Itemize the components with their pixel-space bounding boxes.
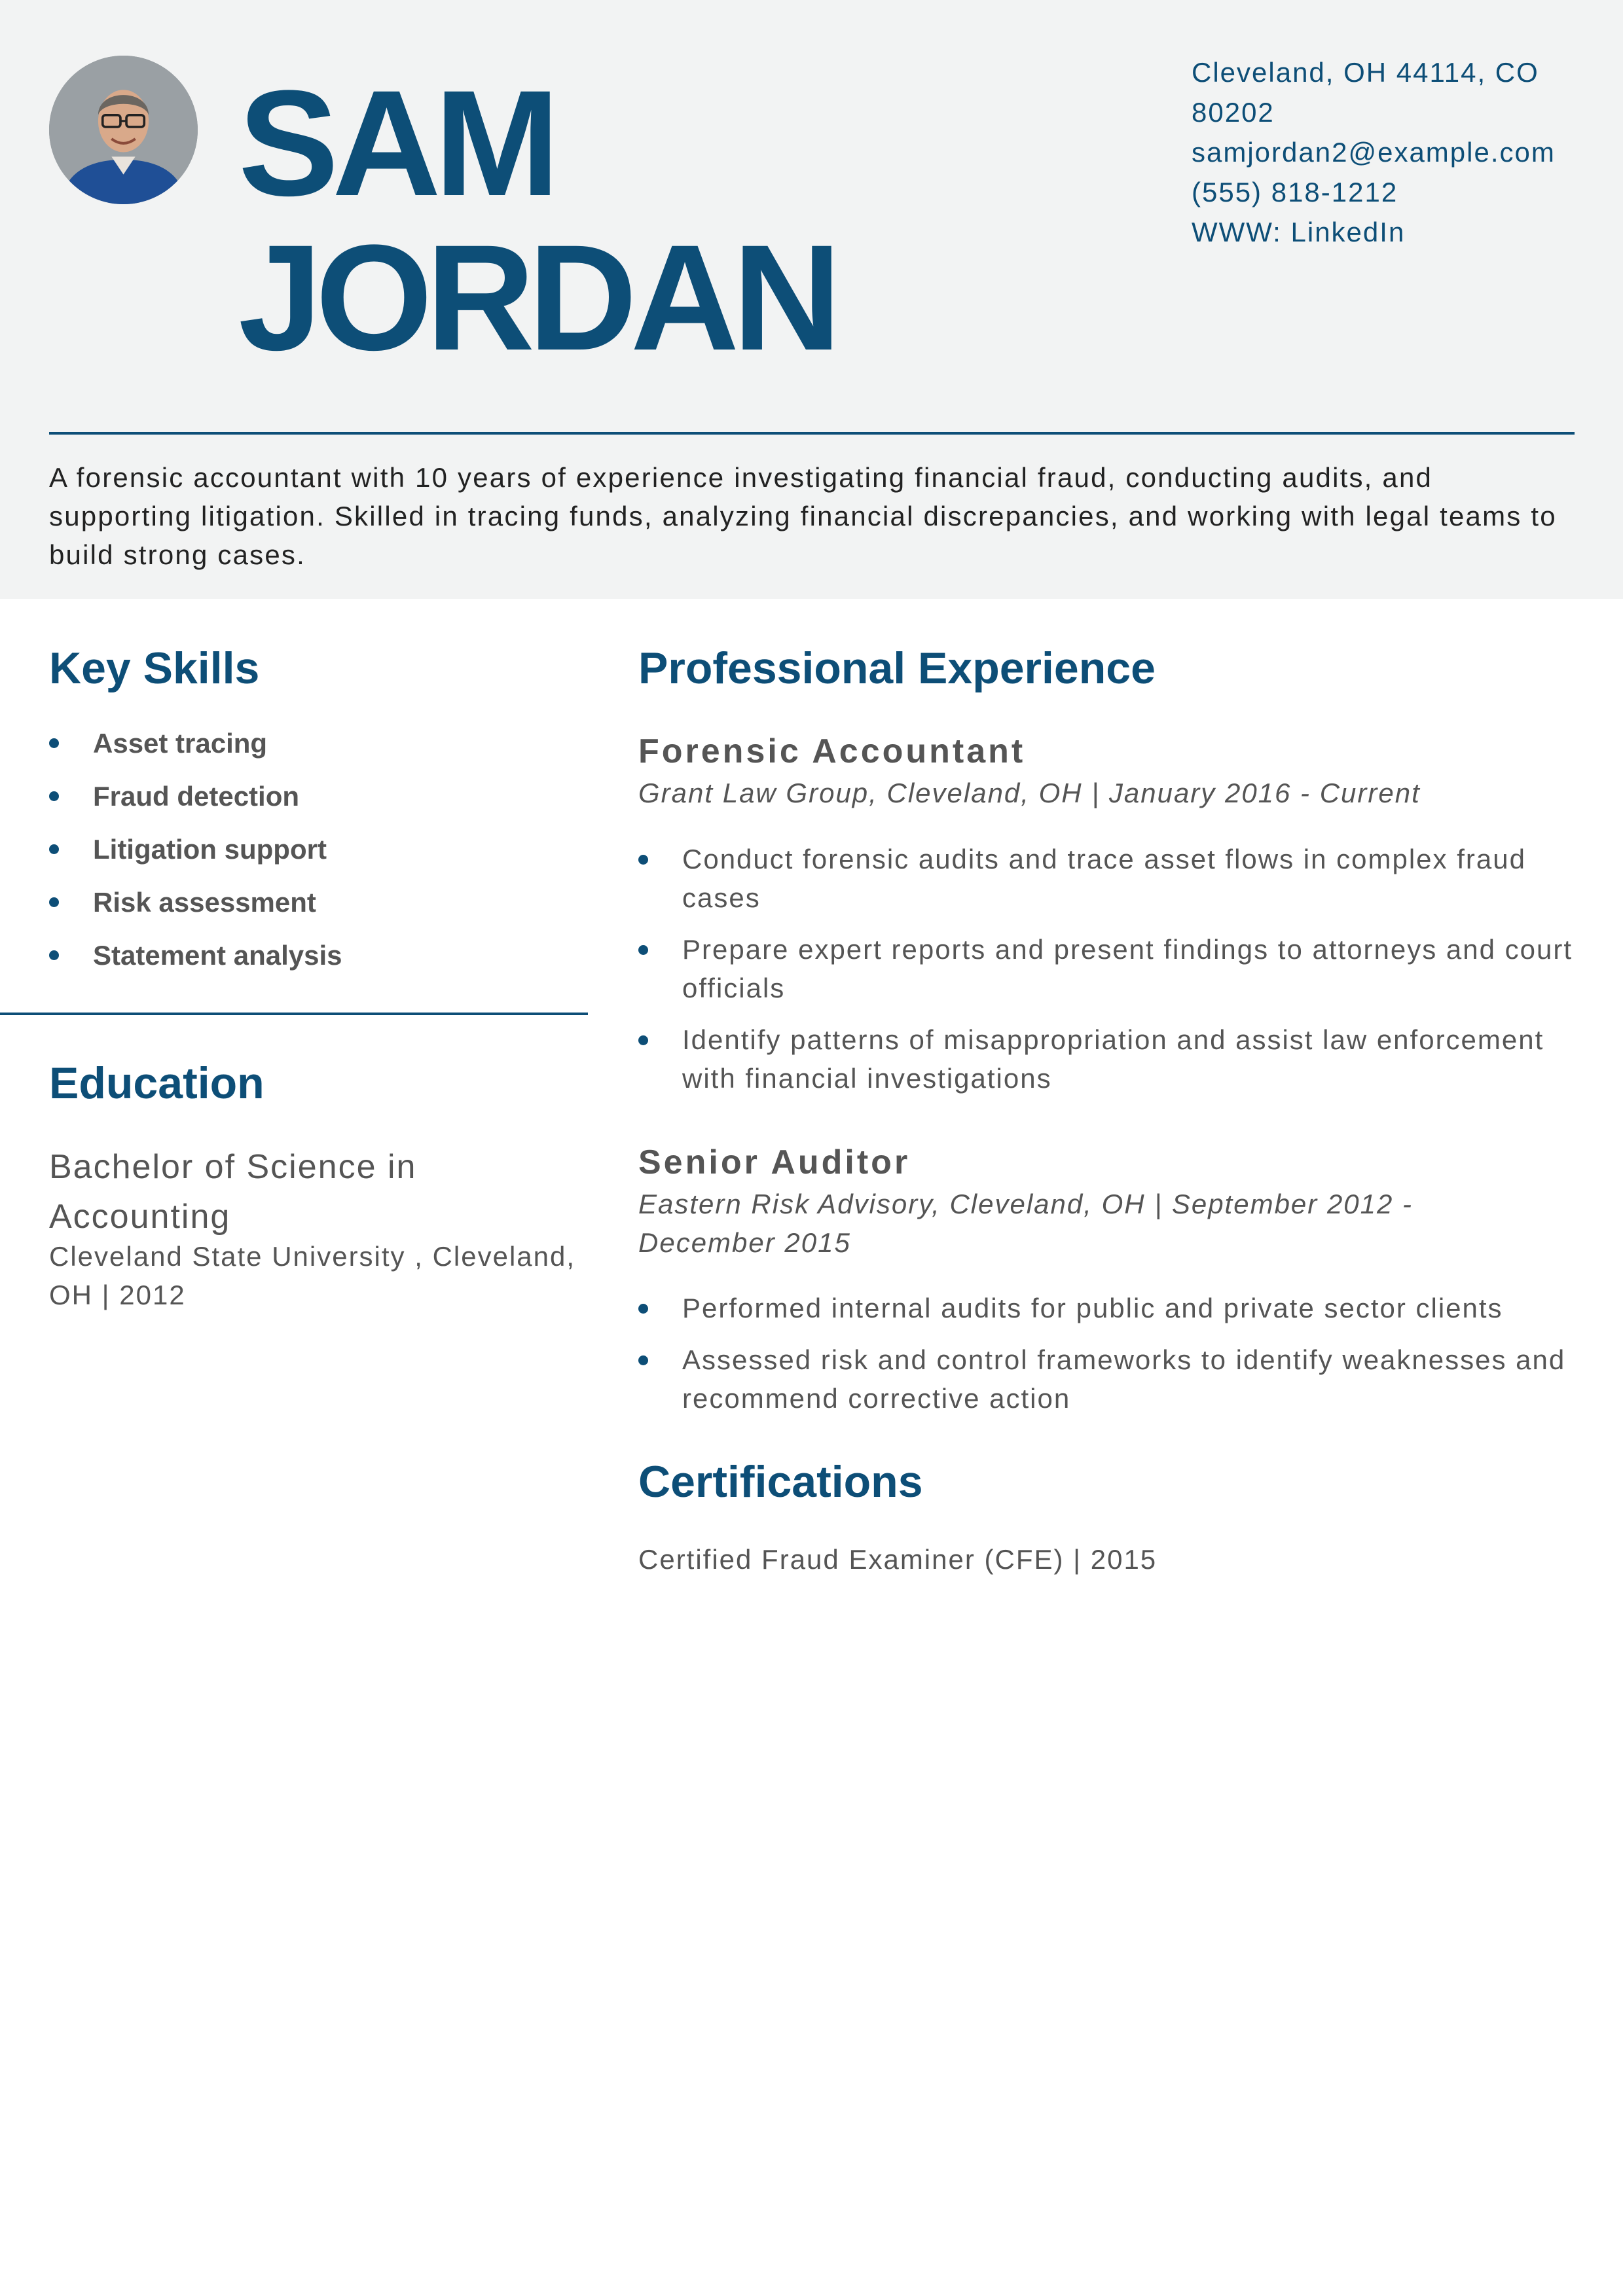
skill-label: Asset tracing: [93, 728, 268, 759]
address-line-1: Cleveland, OH 44114, CO: [1192, 57, 1539, 88]
job-title: Forensic Accountant: [638, 732, 1026, 770]
bullet-icon: [638, 1355, 648, 1365]
bullet-icon: [49, 950, 59, 960]
bullet-icon: [49, 791, 59, 801]
skill-label: Risk assessment: [93, 887, 316, 918]
contact-block: [1192, 52, 1584, 252]
bullet-icon: [49, 844, 59, 854]
first-name: SAM: [238, 59, 554, 227]
website-link[interactable]: WWW: LinkedIn: [1192, 217, 1406, 247]
skills-divider: [0, 1013, 588, 1015]
bullet-icon: [49, 738, 59, 748]
list-item: [49, 833, 342, 886]
certifications-heading: Certifications: [638, 1457, 923, 1507]
bullet-text: Conduct forensic audits and trace asset flows in complex fraud cases: [682, 844, 1526, 913]
skill-label: Fraud detection: [93, 781, 300, 812]
job-meta: Eastern Risk Advisory, Cleveland, OH | September 2012 - December 2015: [638, 1189, 1413, 1258]
phone-number: (555) 818-1212: [1192, 177, 1398, 207]
bullet-icon: [638, 945, 648, 955]
bullet-text: Performed internal audits for public and private sector clients: [682, 1293, 1503, 1323]
header-band: [0, 0, 1623, 599]
bullet-text: Assessed risk and control frameworks to identify weaknesses and recommend corrective action: [682, 1344, 1566, 1414]
job-title: Senior Auditor: [638, 1143, 911, 1181]
skills-list: [49, 726, 342, 992]
email-link[interactable]: samjordan2@example.com: [1192, 137, 1556, 168]
degree-name: Bachelor of Science in Accounting: [49, 1148, 417, 1236]
list-item: [49, 780, 342, 833]
list-item: [638, 930, 1575, 1007]
key-skills-heading: Key Skills: [49, 643, 260, 693]
profile-summary: A forensic accountant with 10 years of experience investigating financial fraud, conducting audits, and supporting litigation. Skilled in tracing funds, analyzing financial discrepancies, and working with legal teams to build strong cases.: [49, 462, 1557, 570]
list-item: [49, 726, 342, 780]
certification-item: Certified Fraud Examiner (CFE) | 2015: [638, 1544, 1158, 1575]
list-item: [638, 1340, 1575, 1418]
list-item: [49, 886, 342, 939]
profile-photo: [49, 56, 198, 204]
job-bullets: [638, 1289, 1575, 1431]
bullet-icon: [638, 1035, 648, 1045]
bullet-text: Identify patterns of misappropriation and assist law enforcement with financial investigations: [682, 1024, 1544, 1094]
list-item: [638, 1020, 1575, 1098]
job-bullets: [638, 840, 1575, 1111]
person-portrait-icon: [49, 56, 198, 204]
bullet-text: Prepare expert reports and present findings to attorneys and court officials: [682, 934, 1573, 1003]
list-item: [49, 939, 342, 992]
address-line-2: 80202: [1192, 97, 1275, 128]
school-details: Cleveland State University , Cleveland, OH | 2012: [49, 1241, 576, 1310]
bullet-icon: [638, 1304, 648, 1314]
skill-label: Litigation support: [93, 834, 327, 865]
list-item: [638, 840, 1575, 917]
list-item: [638, 1289, 1575, 1327]
bullet-icon: [49, 897, 59, 907]
experience-heading: Professional Experience: [638, 643, 1156, 693]
last-name: JORDAN: [238, 213, 835, 382]
skill-label: Statement analysis: [93, 940, 342, 971]
bullet-icon: [638, 855, 648, 865]
education-heading: Education: [49, 1058, 264, 1108]
header-divider: [49, 432, 1575, 435]
job-meta: Grant Law Group, Cleveland, OH | January 2016 - Current: [638, 778, 1421, 808]
